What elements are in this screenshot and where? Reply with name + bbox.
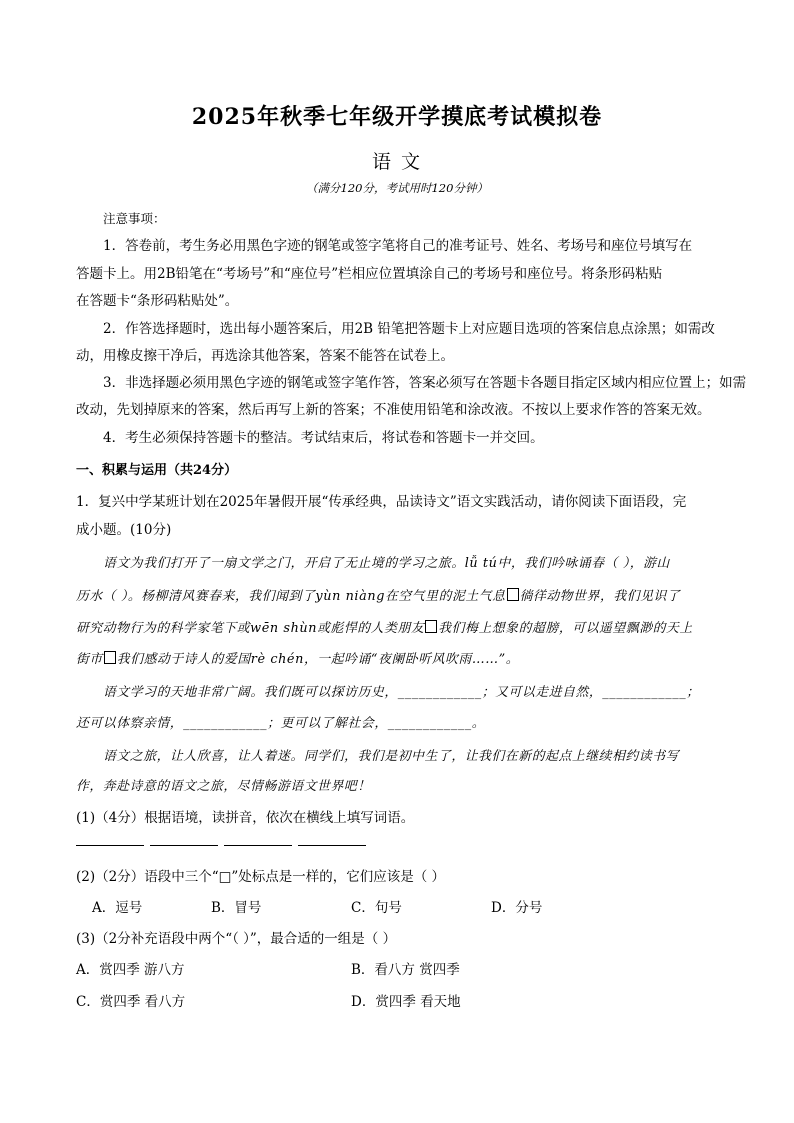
score-note: （满分120分，考试用时120分钟） [306,181,488,195]
passage-p3-line-2: 作，奔赴诗意的语文之旅，尽情畅游语文世界吧！ [76,779,371,794]
passage-p1-line-4-part-b: 我们感动于诗人的爱国rè chén，一起吟诵“夜阑卧听风吹雨……”。 [116,652,520,667]
section-1-heading: 一、积累与运用（共24分） [76,463,238,478]
instruction-1-line-1: 1．答卷前，考生务必用黑色字迹的钢笔或签字笔将自己的准考证号、姓名、考场号和座位号填写在 [103,238,693,254]
punctuation-box [507,588,519,601]
sub3-option-a[interactable]: A．赏四季 游八方 [76,962,185,978]
sub2-option-d[interactable]: D．分号 [491,900,543,916]
passage-p1-line-4-part-a: 街市 [76,652,103,667]
question-1-line-1: 1．复兴中学某班计划在2025年暑假开展“传承经典，品读诗文”语文实践活动，请你阅读下面语段，完 [76,494,687,510]
instruction-3-line-2: 改动，先划掉原来的答案，然后再写上新的答案；不准使用铅笔和涂改液。不按以上要求作答的答案无效。 [76,402,711,418]
sub2-option-c[interactable]: C．句号 [351,900,402,916]
sub3-option-c[interactable]: C．赏四季 看八方 [76,994,186,1010]
question-1-line-2: 成小题。(10分) [76,522,172,538]
sub3-option-d[interactable]: D．赏四季 看天地 [351,994,461,1010]
passage-p1-line-2 [76,585,680,604]
passage-p3-line-1: 语文之旅，让人欣喜，让人着迷。同学们，我们是初中生了，让我们在新的起点上继续相约读书写 [103,749,680,764]
instruction-1-line-3: 在答题卡“条形码粘贴处”。 [76,293,239,309]
punctuation-box [425,620,437,633]
passage-p2-line-1: 语文学习的天地非常广阔。我们既可以探访历史，____________；又可以走进自然，____________； [103,685,700,700]
instruction-2-line-1: 2．作答选择题时，选出每小题答案后，用2B 铅笔把答题卡上对应题目选项的答案信息点涂黑；如需改 [103,321,715,337]
sub2-option-b[interactable]: B．冒号 [211,900,262,916]
sub3-option-b[interactable]: B．看八方 赏四季 [351,962,460,978]
subquestion-1: (1)（4分）根据语境，读拼音，依次在横线上填写词语。 [76,810,415,826]
subquestion-2: (2)（2分）语段中三个“□”处标点是一样的，它们应该是（ ） [76,869,446,885]
instruction-2-line-2: 动，用橡皮擦干净后，再选涂其他答案，答案不能答在试卷上。 [76,348,454,364]
passage-p1-line-2-part-b: 徜徉动物世界，我们见识了 [519,589,681,604]
answer-blank-2[interactable] [150,845,218,846]
passage-p1-line-3 [76,617,693,636]
passage-p1-line-3-part-b: 我们梅上想象的超膀，可以遥望飘渺的天上 [438,621,693,636]
passage-p1-line-1: 语文为我们打开了一扇文学之门，开启了无止境的学习之旅。lǚ tú中，我们吟咏诵春（ ），游山 [103,556,670,571]
instruction-3-line-1: 3．非选择题必须用黑色字迹的钢笔或签字笔作答，答案必须写在答题卡各题目指定区域内相应位置上；如需 [103,375,747,391]
passage-p1-line-2-part-a: 历水（ ）。杨柳清风赛春来，我们闻到了yùn niàng在空气里的泥土气息 [76,589,506,604]
instruction-4-line-1: 4．考生必须保持答题卡的整洁。考试结束后，将试卷和答题卡一并交回。 [103,430,544,446]
answer-blank-1[interactable] [76,845,144,846]
subquestion-3: (3)（2分补充语段中两个“（ ）”，最合适的一组是（ ） [76,931,397,947]
subject-title: 语 文 [371,151,423,173]
answer-blank-4[interactable] [298,845,366,846]
passage-p2-line-2: 还可以体察亲情，____________；更可以了解社会，____________。 [76,716,486,731]
sub2-option-a[interactable]: A．逗号 [92,900,143,916]
page-title: 2025年秋季七年级开学摸底考试模拟卷 [191,104,603,130]
passage-p1-line-4 [76,648,519,667]
punctuation-box [104,651,116,664]
instruction-1-line-2: 答题卡上。用2B铅笔在“考场号”和“座位号”栏相应位置填涂自己的考场号和座位号。将条形码粘贴 [76,266,663,282]
instructions-heading: 注意事项： [103,211,166,226]
passage-p1-line-3-part-a: 研究动物行为的科学家笔下或wēn shùn或彪悍的人类朋友 [76,621,425,636]
answer-blank-3[interactable] [224,845,292,846]
